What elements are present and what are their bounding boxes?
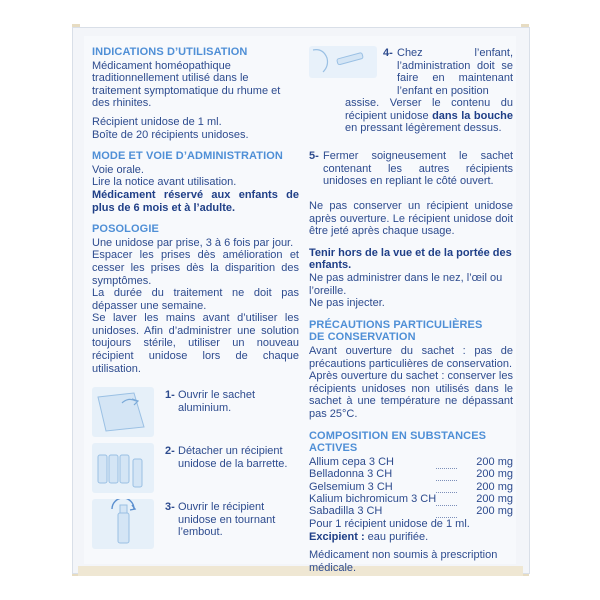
indications-box: Boîte de 20 récipients unidoses. bbox=[92, 128, 249, 141]
admin-notice: Lire la notice avant utilisation. bbox=[92, 176, 237, 189]
step-2 bbox=[92, 443, 299, 495]
composition-row: Belladonna 3 CH 200 mg bbox=[309, 468, 513, 481]
step-4-text-b-wrap bbox=[309, 97, 513, 135]
excipient bbox=[309, 531, 513, 544]
step-5-text: Fermer soigneusement le sachet contenant les autres récipients unidoses en repliant le côté ouvert. bbox=[323, 150, 513, 188]
composition-table bbox=[309, 456, 513, 519]
precautions-before: Avant ouverture du sachet : pas de précautions particulières de conservation. bbox=[309, 344, 513, 370]
composition-title: COMPOSITION EN SUBSTANCES ACTIVES bbox=[309, 429, 487, 455]
excipient-label: Excipient : bbox=[309, 530, 365, 543]
step-3-number: 3- bbox=[165, 501, 175, 514]
step-3 bbox=[92, 499, 299, 551]
indications-title: INDICATIONS D’UTILISATION bbox=[92, 46, 248, 58]
step-1-number: 1- bbox=[165, 389, 175, 402]
posologie-space: Espacer les prises dès amélioration et cesser les prises dès la disparition des symptômes. bbox=[92, 249, 299, 287]
sachet-icon bbox=[92, 387, 154, 437]
posologie-dose: Une unidose par prise, 3 à 6 fois par jour. bbox=[92, 236, 294, 249]
posologie-hygiene: Se laver les mains avant d’utiliser les unidoses. Afin d’administrer une solution toujours stérile, utiliser un nouveau récipient unidose lors de chaque utilisation. bbox=[92, 312, 299, 375]
admin-title: MODE ET VOIE D’ADMINISTRATION bbox=[92, 150, 283, 163]
step-4-text-a: Chez l’enfant, l’administration doit se faire en maintenant l’enfant en position bbox=[397, 47, 513, 97]
warning-bold: Tenir hors de la vue et de la portée des enfants. bbox=[309, 246, 512, 272]
step-1-text: Ouvrir le sachet aluminium. bbox=[178, 389, 256, 414]
step-1 bbox=[92, 387, 299, 439]
step-4-number: 4- bbox=[383, 47, 393, 59]
composition-per: Pour 1 récipient unidose de 1 ml. bbox=[309, 518, 470, 531]
step-4 bbox=[309, 46, 513, 150]
child-mouth-icon bbox=[309, 46, 377, 78]
step-4-text-b: assise. Verser le contenu du récipient unidose bbox=[345, 97, 513, 122]
warning-inject: Ne pas injecter. bbox=[309, 297, 385, 310]
admin-reserved: Médicament réservé aux enfants de plus de 6 mois et à l’adulte. bbox=[92, 188, 299, 214]
composition-row: Gelsemium 3 CH 200 mg bbox=[309, 480, 513, 493]
step-4-text-bold: dans la bouche bbox=[432, 109, 513, 122]
step-2-number: 2- bbox=[165, 445, 175, 458]
right-column bbox=[309, 46, 513, 575]
indications-text: Médicament homéopathique traditionnellement utilisé dans le traitement symptomatique du rhume et des rhinites. bbox=[92, 59, 281, 110]
step-2-text: Détacher un récipient unidose de la barrette. bbox=[178, 445, 288, 470]
precautions-title-1: PRÉCAUTIONS PARTICULIÈRES bbox=[309, 318, 483, 331]
composition-row: Allium cepa 3 CH 200 mg bbox=[309, 455, 513, 468]
unidose-strip-icon bbox=[92, 443, 154, 493]
composition-row: Sabadilla 3 CH 200 mg bbox=[309, 505, 513, 518]
step-4-text-c: en pressant légèrement dessus. bbox=[345, 122, 502, 135]
left-column bbox=[92, 46, 299, 551]
posologie-title: POSOLOGIE bbox=[92, 223, 159, 236]
step-5 bbox=[309, 150, 513, 200]
conserve-text: Ne pas conserver un récipient unidose après ouverture. Le récipient unidose doit être jeté après chaque usage. bbox=[309, 200, 513, 238]
composition-row: Kalium bichromicum 3 CH 200 mg bbox=[309, 492, 513, 505]
warning-nose: Ne pas administrer dans le nez, l’œil ou l’oreille. bbox=[309, 271, 503, 297]
excipient-value: eau purifiée. bbox=[364, 530, 429, 543]
step-5-number: 5- bbox=[309, 150, 319, 162]
composition-note: Médicament non soumis à prescription médicale. bbox=[309, 549, 498, 574]
precautions-title-2: DE CONSERVATION bbox=[309, 331, 416, 344]
indications-unit: Récipient unidose de 1 ml. bbox=[92, 115, 222, 128]
posologie-duration: La durée du traitement ne doit pas dépasser une semaine. bbox=[92, 287, 299, 312]
twist-cap-icon bbox=[92, 499, 154, 549]
precautions-after: Après ouverture du sachet : conserver les récipients unidoses non utilisés dans le sachet à une température ne dépassant pas 25°C. bbox=[309, 370, 513, 420]
step-3-text: Ouvrir le récipient unidose en tournant l’embout. bbox=[178, 501, 276, 539]
admin-route: Voie orale. bbox=[92, 163, 144, 176]
